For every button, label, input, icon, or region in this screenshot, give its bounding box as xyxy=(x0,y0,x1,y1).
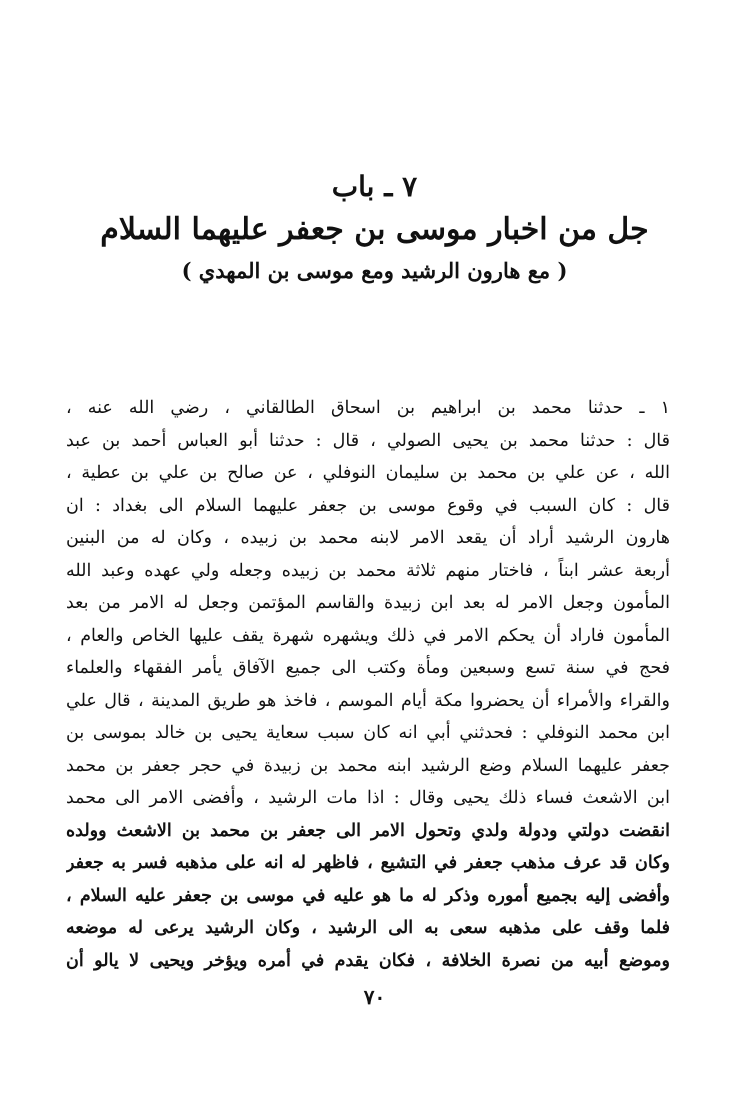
text-line: المأمون وجعل الامر له بعد ابن زبيدة والقاسم المؤتمن وجعل له الامر من بعد xyxy=(66,593,670,613)
text-line: هارون الرشيد أراد أن يقعد الامر لابنه محمد بن زبيده ، وكان له من البنين xyxy=(66,528,670,548)
text-line: فحج في سنة تسع وسبعين ومأة وكتب الى جميع الآفاق يأمر الفقهاء والعلماء xyxy=(66,658,670,678)
text-line: قال : حدثنا محمد بن يحيى الصولي ، قال : حدثنا أبو العباس أحمد بن عبد xyxy=(66,430,670,451)
text-line: أربعة عشر ابناً ، فاختار منهم ثلاثة محمد بن زبيده وجعله ولي عهده وعبد الله xyxy=(66,560,670,581)
text-line: ١ ـ حدثنا محمد بن ابراهيم بن اسحاق الطالقاني ، رضي الله عنه ، xyxy=(66,398,670,418)
text-line: فلما وقف على مذهبه سعى به الى الرشيد ، وكان الرشيد يرعى له موضعه xyxy=(66,918,670,938)
text-line: ابن محمد النوفلي : فحدثني أبي انه كان سبب سعاية يحيى بن خالد بموسى بن xyxy=(66,723,670,743)
page-number: ٧٠ xyxy=(363,985,386,1009)
text-line: قال : كان السبب في وقوع موسى بن جعفر عليهما السلام الى بغداد : ان xyxy=(66,495,670,516)
text-line: ابن الاشعث فساء ذلك يحيى وقال : اذا مات الرشيد ، وأفضى الامر الى محمد xyxy=(66,788,670,808)
text-line: جعفر عليهما السلام وضع الرشيد ابنه محمد بن زبيدة في حجر جعفر بن محمد xyxy=(66,755,670,776)
body-text xyxy=(66,392,670,977)
text-line: الله ، عن علي بن محمد بن سليمان النوفلي ، عن صالح بن علي بن عطية ، xyxy=(66,463,670,483)
text-line: وموضع أبيه من نصرة الخلافة ، فكان يقدم في أمره ويؤخر ويحيى لا يالو أن xyxy=(66,950,670,971)
chapter-title: جل من اخبار موسى بن جعفر عليهما السلام xyxy=(100,212,649,247)
text-line: وأفضى إليه بجميع أموره وذكر له ما هو عليه في موسى بن جعفر عليه السلام ، xyxy=(66,885,670,906)
text-line: انقضت دولتي ودولة ولدي وتحول الامر الى جعفر بن محمد بن الاشعث وولده xyxy=(66,820,670,841)
chapter-heading xyxy=(0,170,749,288)
chapter-number: ٧ ـ باب xyxy=(331,170,418,203)
text-line: والقراء والأمراء أن يحضروا مكة أيام الموسم ، فاخذ هو طريق المدينة ، قال علي xyxy=(66,690,670,711)
chapter-subtitle: ( مع هارون الرشيد ومع موسى بن المهدي ) xyxy=(181,258,568,283)
text-line: المأمون فاراد أن يحكم الامر في ذلك ويشهره شهرة يقف عليها الخاص والعام ، xyxy=(66,625,670,646)
text-line: وكان قد عرف مذهب جعفر في التشيع ، فاظهر له انه على مذهبه فسر به جعفر xyxy=(66,853,670,873)
